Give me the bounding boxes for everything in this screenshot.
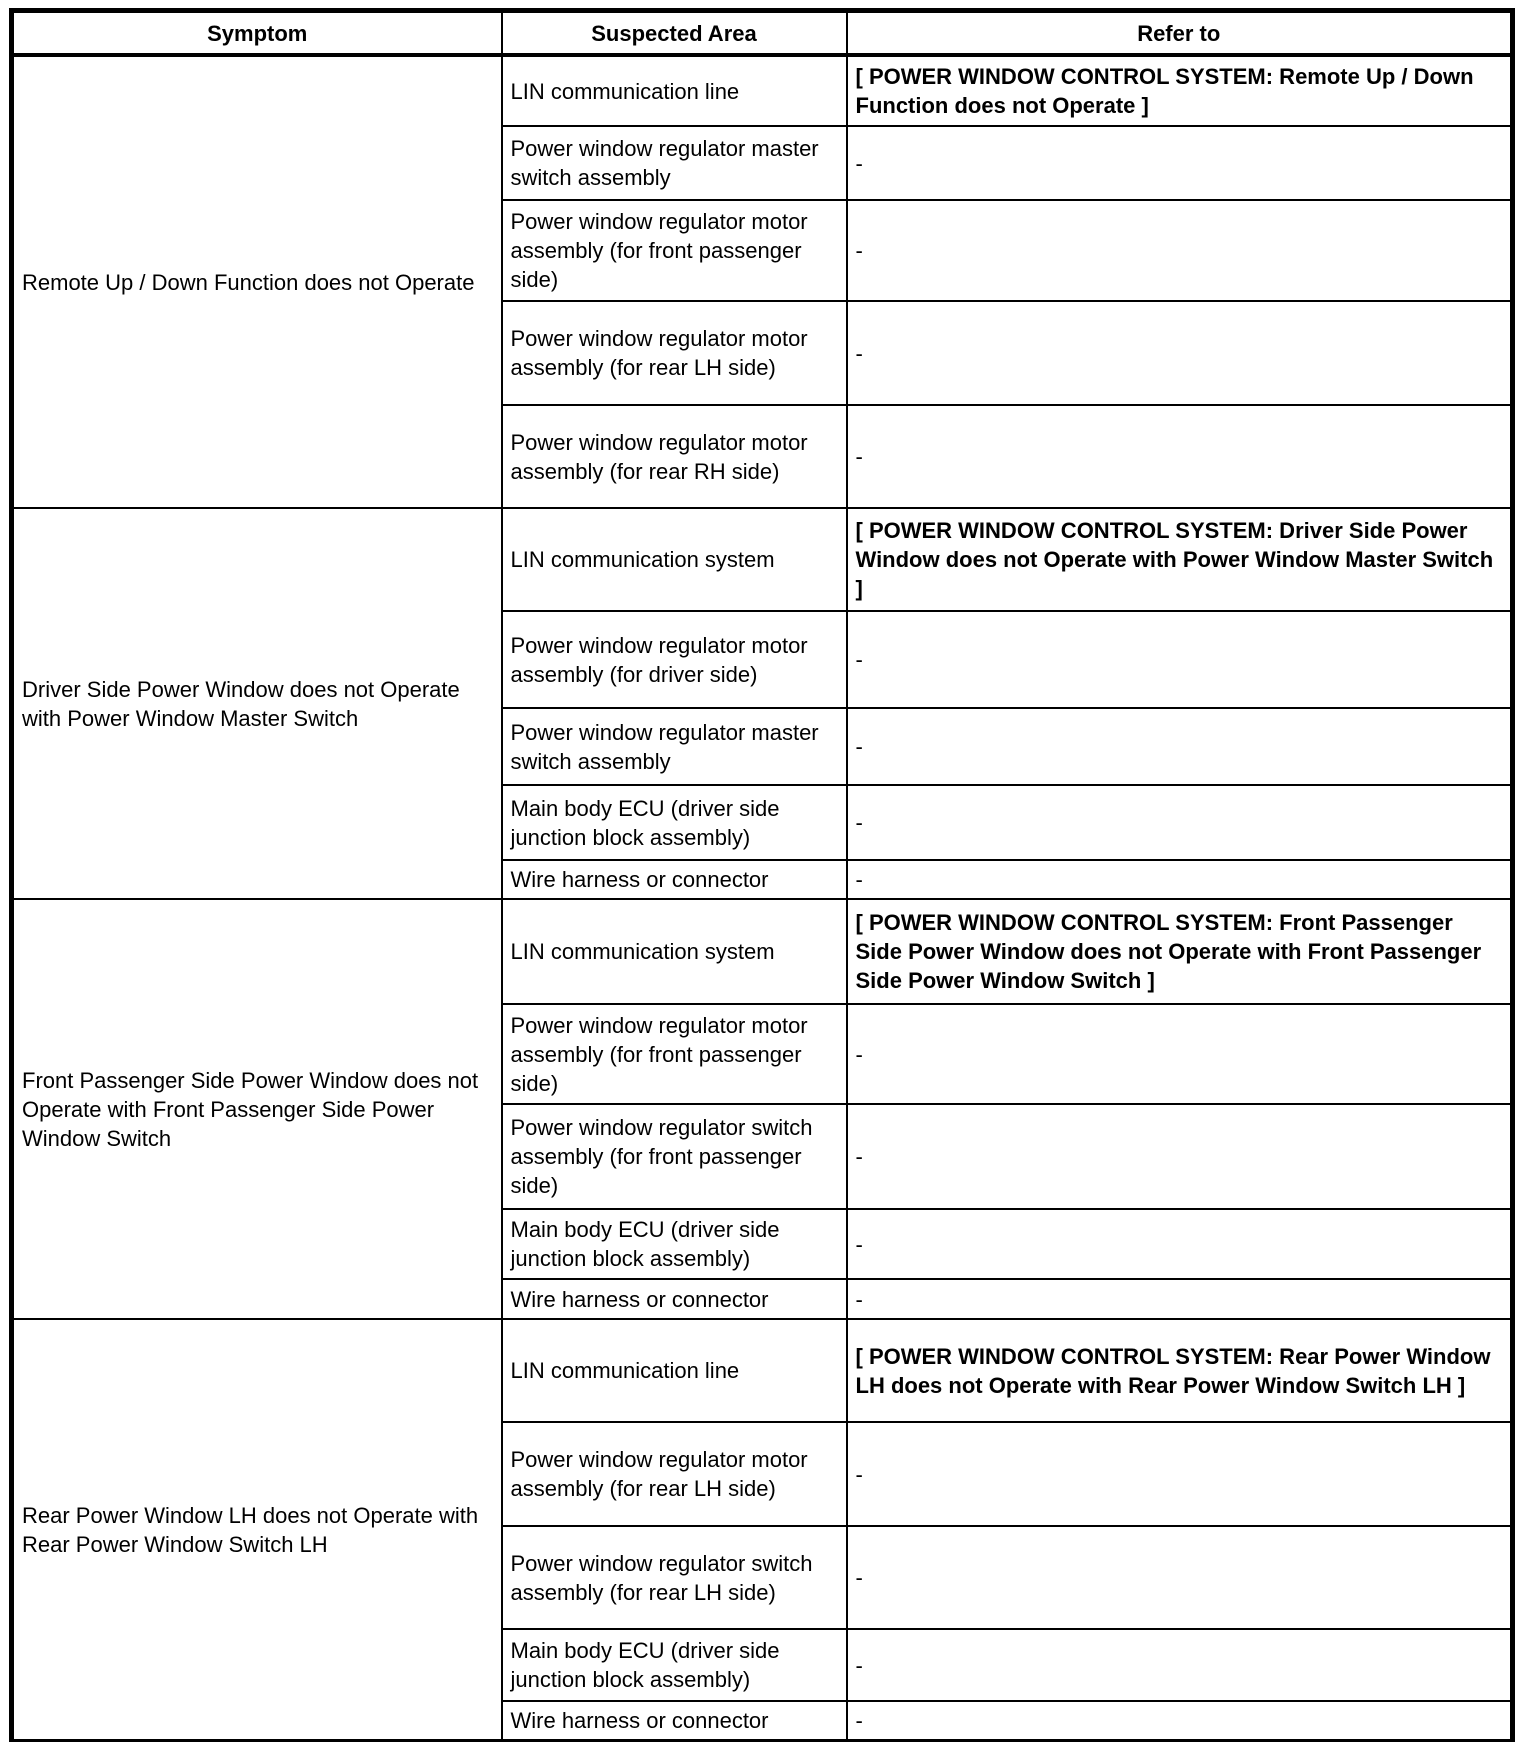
suspected-area-cell: Main body ECU (driver side junction block assembly): [502, 1629, 847, 1701]
refer-link[interactable]: [ POWER WINDOW CONTROL SYSTEM: Front Passenger Side Power Window does not Operate with Front Passenger Side Power Window Switch ]: [847, 899, 1513, 1004]
refer-to-cell: -: [847, 708, 1513, 785]
refer-link[interactable]: [ POWER WINDOW CONTROL SYSTEM: Remote Up / Down Function does not Operate ]: [847, 55, 1513, 126]
suspected-area-cell: Wire harness or connector: [502, 1279, 847, 1319]
suspected-area-cell: Power window regulator motor assembly (for rear LH side): [502, 1422, 847, 1526]
symptom-diagnosis-table: [9, 8, 1515, 1742]
symptom-cell: Driver Side Power Window does not Operate with Power Window Master Switch: [12, 508, 502, 899]
refer-to-cell: -: [847, 200, 1513, 301]
refer-to-cell: -: [847, 860, 1513, 899]
suspected-area-cell: Power window regulator motor assembly (for driver side): [502, 611, 847, 708]
symptom-cell: Front Passenger Side Power Window does not Operate with Front Passenger Side Power Window Switch: [12, 899, 502, 1319]
table-row: [12, 55, 1513, 126]
suspected-area-cell: LIN communication line: [502, 1319, 847, 1422]
suspected-area-cell: Power window regulator motor assembly (for rear RH side): [502, 405, 847, 508]
refer-link[interactable]: [ POWER WINDOW CONTROL SYSTEM: Driver Side Power Window does not Operate with Power Window Master Switch ]: [847, 508, 1513, 611]
suspected-area-cell: Power window regulator motor assembly (for front passenger side): [502, 200, 847, 301]
refer-to-cell: -: [847, 611, 1513, 708]
suspected-area-cell: LIN communication system: [502, 899, 847, 1004]
suspected-area-cell: Power window regulator master switch assembly: [502, 708, 847, 785]
refer-to-cell: -: [847, 1209, 1513, 1279]
column-header-refer-to: Refer to: [847, 11, 1513, 56]
refer-to-cell: -: [847, 785, 1513, 860]
refer-to-cell: -: [847, 301, 1513, 405]
table-row: [12, 899, 1513, 1004]
suspected-area-cell: Power window regulator master switch assembly: [502, 126, 847, 200]
table-header-row: [12, 11, 1513, 56]
suspected-area-cell: LIN communication line: [502, 55, 847, 126]
refer-to-cell: -: [847, 1422, 1513, 1526]
refer-to-cell: -: [847, 1629, 1513, 1701]
refer-to-cell: -: [847, 1004, 1513, 1104]
suspected-area-cell: Power window regulator motor assembly (for front passenger side): [502, 1004, 847, 1104]
suspected-area-cell: Power window regulator switch assembly (for rear LH side): [502, 1526, 847, 1629]
suspected-area-cell: Power window regulator switch assembly (for front passenger side): [502, 1104, 847, 1209]
refer-to-cell: -: [847, 405, 1513, 508]
suspected-area-cell: LIN communication system: [502, 508, 847, 611]
refer-link[interactable]: [ POWER WINDOW CONTROL SYSTEM: Rear Power Window LH does not Operate with Rear Power Window Switch LH ]: [847, 1319, 1513, 1422]
refer-to-cell: -: [847, 1526, 1513, 1629]
suspected-area-cell: Main body ECU (driver side junction block assembly): [502, 1209, 847, 1279]
table-row: [12, 1319, 1513, 1422]
suspected-area-cell: Wire harness or connector: [502, 860, 847, 899]
refer-to-cell: -: [847, 1279, 1513, 1319]
suspected-area-cell: Power window regulator motor assembly (for rear LH side): [502, 301, 847, 405]
column-header-suspected-area: Suspected Area: [502, 11, 847, 56]
refer-to-cell: -: [847, 1701, 1513, 1742]
table-row: [12, 508, 1513, 611]
suspected-area-cell: Wire harness or connector: [502, 1701, 847, 1742]
suspected-area-cell: Main body ECU (driver side junction block assembly): [502, 785, 847, 860]
column-header-symptom: Symptom: [12, 11, 502, 56]
refer-to-cell: -: [847, 1104, 1513, 1209]
refer-to-cell: -: [847, 126, 1513, 200]
symptom-cell: Remote Up / Down Function does not Operate: [12, 55, 502, 508]
symptom-cell: Rear Power Window LH does not Operate with Rear Power Window Switch LH: [12, 1319, 502, 1742]
